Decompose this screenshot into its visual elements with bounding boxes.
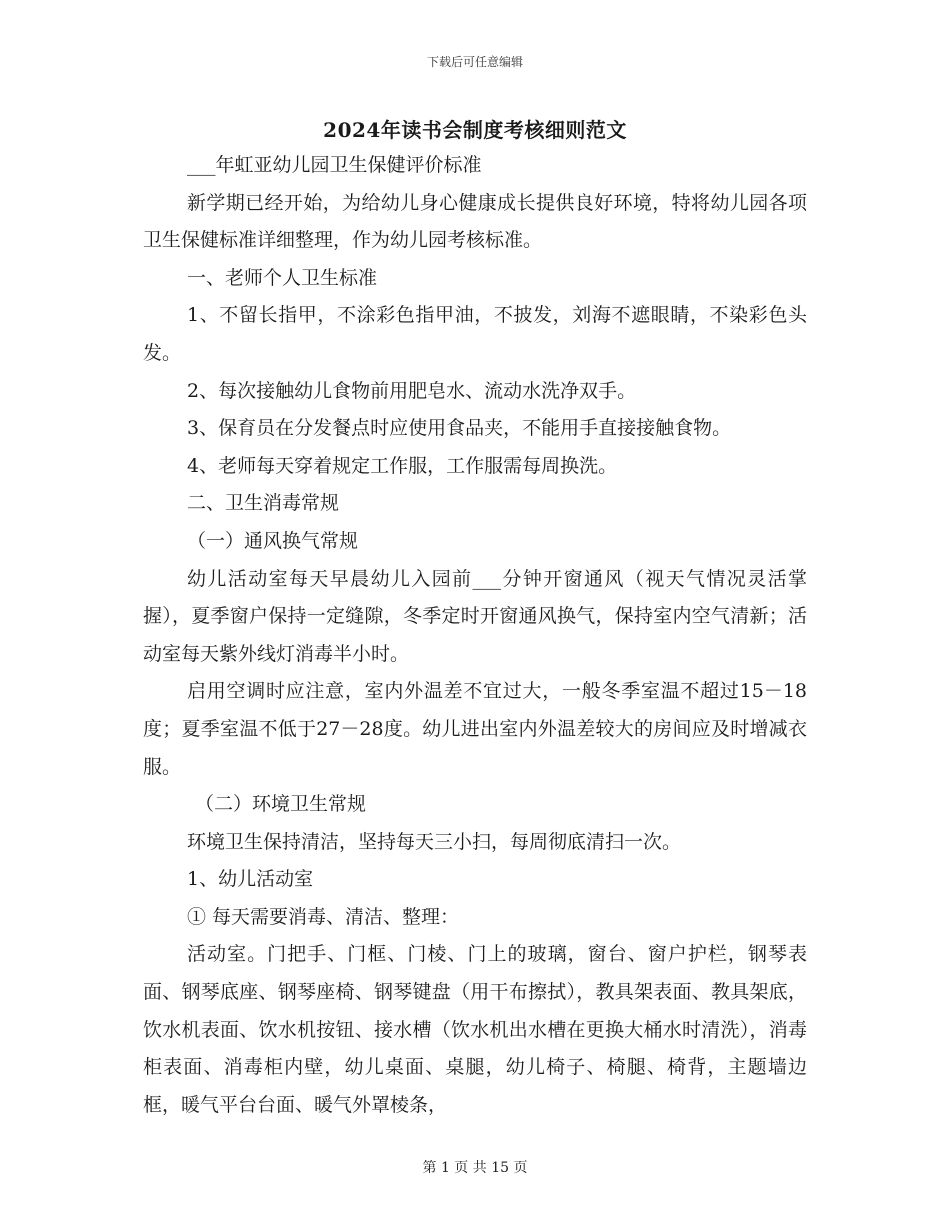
body-paragraph: 启用空调时应注意，室内外温差不宜过大，一般冬季室温不超过15－18度；夏季室温不低于27－28度。幼儿进出室内外温差较大的房间应及时增减衣服。	[143, 680, 807, 778]
list-item: 4、老师每天穿着规定工作服，工作服需每周换洗。	[187, 454, 618, 477]
list-item: 3、保育员在分发餐点时应使用食品夹，不能用手直接接触食物。	[187, 417, 732, 440]
body-paragraph: 环境卫生保持清洁，坚持每天三小扫，每周彻底清扫一次。	[187, 830, 682, 853]
section-heading: 二、卫生消毒常规	[187, 492, 340, 515]
section-heading: 一、老师个人卫生标准	[187, 266, 378, 289]
subsection-heading: （二）环境卫生常规	[195, 793, 367, 816]
list-item: 1、不留长指甲，不涂彩色指甲油，不披发，刘海不遮眼睛，不染彩色头发。	[143, 304, 807, 364]
list-item: 1、幼儿活动室	[187, 868, 314, 891]
page-footer: 第 1 页 共 15 页	[422, 1160, 528, 1176]
list-item: 2、每次接触幼儿食物前用肥皂水、流动水洗净双手。	[187, 379, 637, 402]
subsection-heading: （一）通风换气常规	[187, 529, 359, 552]
body-paragraph: 幼儿活动室每天早晨幼儿入园前___分钟开窗通风（视天气情况灵活掌握），夏季窗户保持一定缝隙，冬季定时开窗通风换气，保持室内空气清新；活动室每天紫外线灯消毒半小时。	[143, 567, 807, 665]
subtitle-paragraph: ___年虹亚幼儿园卫生保健评价标准	[187, 154, 482, 176]
document-body	[143, 147, 807, 1124]
body-paragraph: 活动室。门把手、门框、门棱、门上的玻璃，窗台、窗户护栏，钢琴表面、钢琴底座、钢琴座椅、钢琴键盘（用干布擦拭），教具架表面、教具架底，饮水机表面、饮水机按钮、接水槽（饮水机出水槽在更换大桶水时清洗），消毒柜表面、消毒柜内壁，幼儿桌面、桌腿，幼儿椅子、椅腿、椅背，主题墙边框，暖气平台台面、暖气外罩棱条，	[143, 943, 807, 1116]
list-item: ① 每天需要消毒、清洁、整理：	[187, 905, 460, 928]
header-note: 下载后可任意编辑	[426, 55, 523, 69]
intro-paragraph: 新学期已经开始，为给幼儿身心健康成长提供良好环境，特将幼儿园各项卫生保健标准详细整理，作为幼儿园考核标准。	[143, 191, 807, 252]
document-title: 2024年读书会制度考核细则范文	[323, 118, 627, 142]
